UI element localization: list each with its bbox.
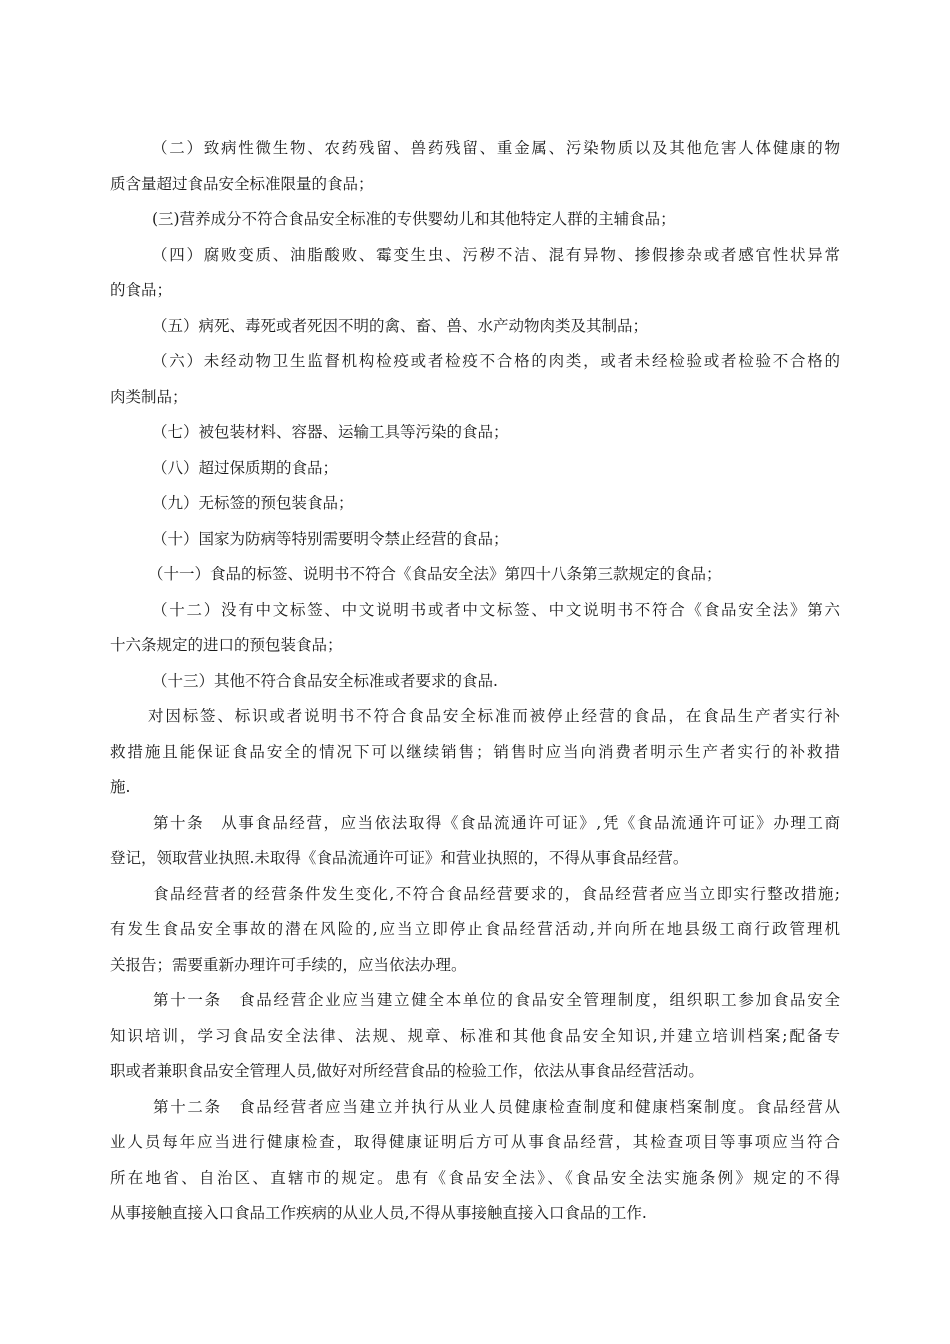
text-line: 有发生食品安全事故的潜在风险的,应当立即停止食品经营活动,并向所在地县级工商行政管理机: [110, 920, 840, 938]
text-line: 救措施且能保证食品安全的情况下可以继续销售；销售时应当向消费者明示生产者实行的补救措: [110, 742, 840, 761]
text-line: （八）超过保质期的食品；: [152, 458, 339, 477]
text-line: 第十条 从事食品经营，应当依法取得《食品流通许可证》,凭《食品流通许可证》办理工商: [153, 813, 840, 832]
text-line: 质含量超过食品安全标准限量的食品；: [110, 174, 374, 193]
text-line: 第十一条 食品经营企业应当建立健全本单位的食品安全管理制度，组织职工参加食品安全: [153, 991, 840, 1009]
text-line: （十二）没有中文标签、中文说明书或者中文标签、中文说明书不符合《食品安全法》第六: [152, 600, 840, 619]
text-line: 职或者兼职食品安全管理人员,做好对所经营食品的检验工作，依法从事食品经营活动。: [110, 1062, 704, 1080]
text-line: 对因标签、标识或者说明书不符合食品安全标准而被停止经营的食品，在食品生产者实行补: [148, 707, 840, 725]
text-line: (三)营养成分不符合食品安全标准的专供婴幼儿和其他特定人群的主辅食品；: [152, 210, 676, 228]
text-line: 第十二条 食品经营者应当建立并执行从业人员健康检查制度和健康档案制度。食品经营从: [153, 1097, 840, 1116]
text-line: 的食品；: [110, 281, 173, 299]
text-line: （十一）食品的标签、说明书不符合《食品安全法》第四十八条第三款规定的食品；: [148, 565, 722, 583]
text-line: （四）腐败变质、油脂酸败、霉变生虫、污秽不洁、混有异物、掺假掺杂或者感官性状异常: [152, 245, 840, 264]
text-line: 所在地省、自治区、直辖市的规定。患有《食品安全法》、《食品安全法实施条例》规定的不得: [110, 1168, 840, 1187]
text-line: （二）致病性微生物、农药残留、兽药残留、重金属、污染物质以及其他危害人体健康的物: [152, 139, 840, 157]
text-line: （六）未经动物卫生监督机构检疫或者检疫不合格的肉类，或者未经检验或者检验不合格的: [152, 352, 840, 370]
text-line: 十六条规定的进口的预包装食品；: [110, 636, 343, 654]
document-page: [110, 131, 840, 1232]
text-line: （五）病死、毒死或者死因不明的禽、畜、兽、水产动物肉类及其制品；: [152, 316, 649, 335]
text-line: （十三）其他不符合食品安全标准或者要求的食品.: [152, 671, 498, 690]
text-line: 肉类制品；: [110, 387, 188, 406]
text-line: 登记，领取营业执照.未取得《食品流通许可证》和营业执照的，不得从事食品经营。: [110, 849, 689, 867]
text-line: 食品经营者的经营条件发生变化,不符合食品经营要求的，食品经营者应当立即实行整改措施;: [153, 884, 840, 903]
text-line: 施.: [110, 778, 131, 796]
text-line: 知识培训，学习食品安全法律、法规、规章、标准和其他食品安全知识,并建立培训档案;配备专: [110, 1026, 840, 1045]
text-line: 从事接触直接入口食品工作疾病的从业人员,不得从事接触直接入口食品的工作.: [110, 1204, 647, 1222]
text-line: 业人员每年应当进行健康检查，取得健康证明后方可从事食品经营，其检查项目等事项应当符合: [110, 1133, 840, 1151]
text-line: （七）被包装材料、容器、运输工具等污染的食品；: [152, 423, 509, 441]
text-line: 关报告；需要重新办理许可手续的，应当依法办理。: [110, 955, 467, 974]
text-line: （九）无标签的预包装食品；: [152, 494, 354, 512]
text-line: （十）国家为防病等特别需要明令禁止经营的食品；: [152, 529, 509, 548]
